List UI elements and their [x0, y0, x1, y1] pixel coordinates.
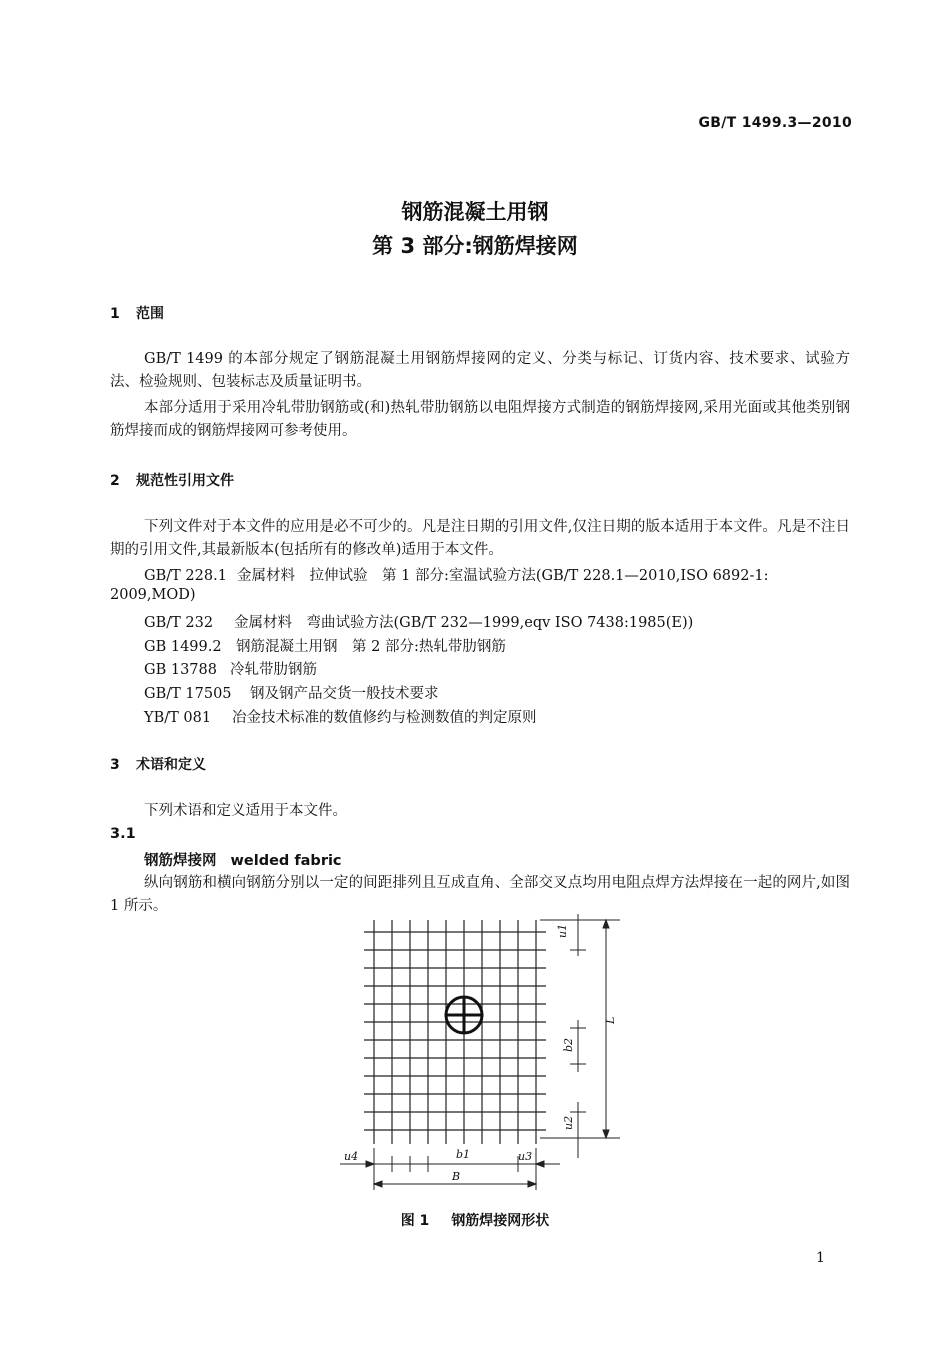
term-heading: [144, 849, 342, 870]
label-u3: u3: [518, 1150, 533, 1163]
ref-text: 金属材料 弯曲试验方法(GB/T 232—1999,eqv ISO 7438:1985(E)): [234, 615, 694, 631]
ref-code: GB/T 17505: [144, 686, 232, 702]
section-number: 1: [110, 306, 120, 322]
label-B: B: [452, 1170, 461, 1183]
weld-point-symbol: [446, 997, 482, 1033]
ref-item: [144, 706, 537, 727]
section-number: 2: [110, 473, 120, 489]
ref-text: 金属材料 拉伸试验 第 1 部分:室温试验方法(GB/T 228.1—2010,ISO 6892-1:: [237, 568, 769, 584]
ref-item: [144, 658, 317, 679]
ref-code: GB/T 228.1: [144, 568, 227, 584]
label-u4: u4: [344, 1150, 359, 1163]
label-L: L: [604, 1016, 617, 1024]
section-2-paragraph-1: 下列文件对于本文件的应用是必不可少的。凡是注日期的引用文件,仅注日期的版本适用于本文件。凡是不注日期的引用文件,其最新版本(包括所有的修改单)适用于本文件。: [110, 519, 850, 558]
figure-number: 图 1: [400, 1213, 430, 1229]
section-1-heading: [110, 303, 164, 323]
standard-code: GB/T 1499.3—2010: [698, 115, 852, 131]
ref-text: 钢及钢产品交货一般技术要求: [250, 686, 439, 702]
figure-title: 钢筋焊接网形状: [451, 1213, 550, 1229]
ref-text: 冶金技术标准的数值修约与检测数值的判定原则: [232, 710, 537, 726]
ref-code: YB/T 081: [144, 710, 212, 726]
section-1-paragraph-1: GB/T 1499 的本部分规定了钢筋混凝土用钢筋焊接网的定义、分类与标记、订货内容、技术要求、试验方法、检验规则、包装标志及质量证明书。: [110, 351, 850, 390]
label-b1: b1: [456, 1148, 471, 1161]
section-number: 3: [110, 757, 120, 773]
document-title-line2: 第 3 部分:钢筋焊接网: [372, 234, 578, 258]
section-title: 范围: [136, 306, 164, 322]
term-en: welded fabric: [230, 853, 342, 869]
term-zh: 钢筋焊接网: [144, 853, 217, 869]
term-number: 3.1: [110, 826, 136, 842]
ref-item: [144, 635, 506, 656]
section-1-paragraph-2: 本部分适用于采用冷轧带肋钢筋或(和)热轧带肋钢筋以电阻焊接方式制造的钢筋焊接网,采用光面或其他类别钢筋焊接而成的钢筋焊接网可参考使用。: [110, 400, 850, 439]
section-title: 术语和定义: [136, 757, 206, 773]
ref-code: GB/T 232: [144, 615, 214, 631]
ref-code: GB 1499.2: [144, 639, 222, 655]
ref-item: [144, 564, 768, 585]
page-number: 1: [816, 1250, 825, 1266]
ref-text: 冷轧带肋钢筋: [230, 662, 317, 678]
ref-text: 钢筋混凝土用钢 第 2 部分:热轧带肋钢筋: [236, 639, 506, 655]
right-dimensions: [540, 914, 620, 1158]
document-title-line1: 钢筋混凝土用钢: [401, 200, 549, 224]
ref-item-continuation: 2009,MOD): [110, 587, 196, 603]
welded-fabric-figure: [330, 912, 630, 1192]
term-definition: 纵向钢筋和横向钢筋分别以一定的间距排列且互成直角、全部交叉点均用电阻点焊方法焊接在一起的网片,如图 1 所示。: [110, 875, 850, 914]
section-title: 规范性引用文件: [136, 473, 234, 489]
section-3-heading: [110, 754, 206, 774]
section-2-heading: [110, 470, 234, 490]
ref-code: GB 13788: [144, 662, 217, 678]
label-u2: u2: [562, 1115, 575, 1130]
figure-caption: [0, 1210, 950, 1230]
label-b2: b2: [562, 1037, 575, 1052]
ref-item: [144, 682, 439, 703]
label-u1: u1: [556, 923, 569, 938]
section-3-paragraph-1: 下列术语和定义适用于本文件。: [144, 803, 347, 819]
ref-item: [144, 611, 693, 632]
